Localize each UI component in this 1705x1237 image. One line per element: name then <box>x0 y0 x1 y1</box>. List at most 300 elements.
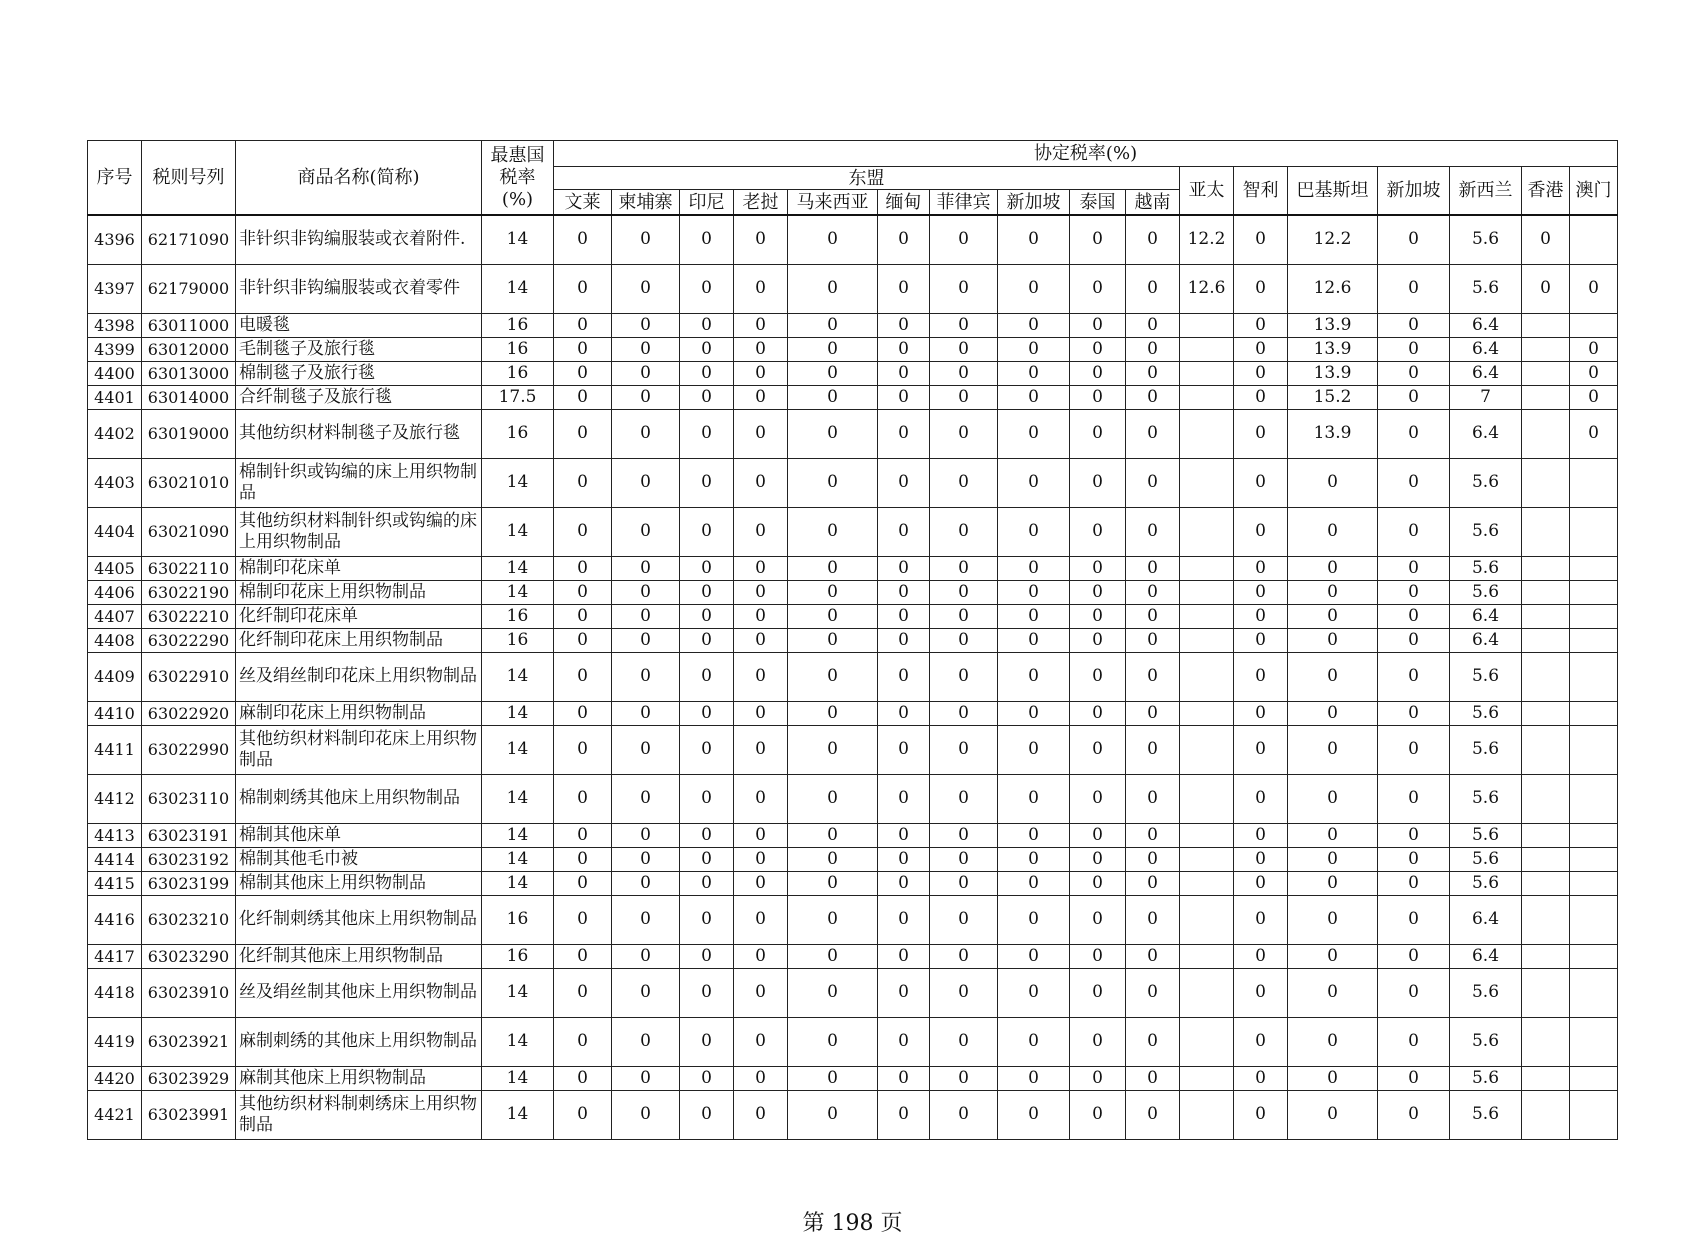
cell-mfn: 14 <box>482 580 554 604</box>
cell-other-rate: 6.4 <box>1450 409 1522 458</box>
cell-asean-rate: 0 <box>1070 628 1126 652</box>
cell-asean-rate: 0 <box>734 847 788 871</box>
cell-asean-rate: 0 <box>930 944 998 968</box>
cell-other-rate <box>1522 628 1570 652</box>
cell-other-rate: 0 <box>1234 215 1288 264</box>
cell-other-rate <box>1522 725 1570 774</box>
cell-other-rate: 0 <box>1378 264 1450 313</box>
cell-other-rate: 0 <box>1378 604 1450 628</box>
cell-other-rate: 0 <box>1288 556 1378 580</box>
cell-other-rate: 0 <box>1234 823 1288 847</box>
cell-asean-rate: 0 <box>878 968 930 1017</box>
cell-asean-rate: 0 <box>1126 725 1180 774</box>
cell-mfn: 16 <box>482 313 554 337</box>
cell-other-rate: 5.6 <box>1450 580 1522 604</box>
cell-asean-rate: 0 <box>878 823 930 847</box>
cell-asean-rate: 0 <box>680 895 734 944</box>
header-other: 巴基斯坦 <box>1288 167 1378 216</box>
cell-mfn: 14 <box>482 556 554 580</box>
cell-asean-rate: 0 <box>554 944 612 968</box>
cell-other-rate <box>1522 1066 1570 1090</box>
cell-other-rate <box>1570 968 1618 1017</box>
cell-other-rate: 0 <box>1522 215 1570 264</box>
cell-asean-rate: 0 <box>930 409 998 458</box>
cell-asean-rate: 0 <box>788 507 878 556</box>
cell-asean-rate: 0 <box>930 895 998 944</box>
cell-other-rate: 0 <box>1288 725 1378 774</box>
cell-other-rate: 0 <box>1234 313 1288 337</box>
cell-other-rate <box>1522 1090 1570 1139</box>
cell-asean-rate: 0 <box>1070 556 1126 580</box>
cell-asean-rate: 0 <box>1070 1066 1126 1090</box>
header-mfn-line1: 最惠国 <box>490 144 545 166</box>
cell-asean-rate: 0 <box>998 313 1070 337</box>
cell-asean-rate: 0 <box>878 409 930 458</box>
cell-other-rate <box>1522 604 1570 628</box>
cell-other-rate: 0 <box>1234 847 1288 871</box>
cell-asean-rate: 0 <box>1070 458 1126 507</box>
cell-asean-rate: 0 <box>612 409 680 458</box>
cell-mfn: 14 <box>482 215 554 264</box>
cell-asean-rate: 0 <box>734 458 788 507</box>
table-row <box>88 968 1618 1017</box>
cell-asean-rate: 0 <box>998 604 1070 628</box>
cell-mfn: 14 <box>482 701 554 725</box>
cell-asean-rate: 0 <box>998 895 1070 944</box>
cell-asean-rate: 0 <box>878 944 930 968</box>
cell-asean-rate: 0 <box>788 458 878 507</box>
cell-other-rate: 0 <box>1288 847 1378 871</box>
cell-other-rate: 0 <box>1234 628 1288 652</box>
cell-code: 63022110 <box>142 556 236 580</box>
cell-seq: 4397 <box>88 264 142 313</box>
table-row <box>88 458 1618 507</box>
cell-code: 63022910 <box>142 652 236 701</box>
cell-code: 63023110 <box>142 774 236 823</box>
cell-other-rate <box>1180 556 1234 580</box>
cell-mfn: 14 <box>482 871 554 895</box>
cell-other-rate <box>1180 1090 1234 1139</box>
cell-asean-rate: 0 <box>1126 215 1180 264</box>
cell-other-rate <box>1570 215 1618 264</box>
cell-other-rate <box>1570 1090 1618 1139</box>
cell-asean-rate: 0 <box>1126 361 1180 385</box>
cell-asean-rate: 0 <box>930 507 998 556</box>
cell-other-rate: 0 <box>1378 361 1450 385</box>
cell-mfn: 14 <box>482 968 554 1017</box>
cell-seq: 4401 <box>88 385 142 409</box>
cell-other-rate <box>1522 580 1570 604</box>
cell-asean-rate: 0 <box>998 337 1070 361</box>
cell-other-rate: 0 <box>1234 556 1288 580</box>
cell-code: 63023921 <box>142 1017 236 1066</box>
cell-other-rate <box>1570 871 1618 895</box>
cell-asean-rate: 0 <box>680 385 734 409</box>
cell-mfn: 14 <box>482 1066 554 1090</box>
cell-mfn: 14 <box>482 507 554 556</box>
cell-asean-rate: 0 <box>1070 1017 1126 1066</box>
cell-asean-rate: 0 <box>930 604 998 628</box>
cell-asean-rate: 0 <box>878 313 930 337</box>
cell-name: 化纤制刺绣其他床上用织物制品 <box>236 895 482 944</box>
cell-asean-rate: 0 <box>680 556 734 580</box>
cell-other-rate <box>1522 458 1570 507</box>
cell-asean-rate: 0 <box>788 1090 878 1139</box>
cell-name: 合纤制毯子及旅行毯 <box>236 385 482 409</box>
cell-other-rate: 0 <box>1234 968 1288 1017</box>
cell-other-rate: 0 <box>1234 507 1288 556</box>
cell-asean-rate: 0 <box>1070 895 1126 944</box>
cell-other-rate <box>1180 944 1234 968</box>
table-row <box>88 1090 1618 1139</box>
cell-other-rate: 0 <box>1378 409 1450 458</box>
cell-asean-rate: 0 <box>878 1066 930 1090</box>
cell-asean-rate: 0 <box>1126 628 1180 652</box>
cell-seq: 4415 <box>88 871 142 895</box>
cell-seq: 4420 <box>88 1066 142 1090</box>
cell-code: 62179000 <box>142 264 236 313</box>
cell-mfn: 16 <box>482 895 554 944</box>
cell-asean-rate: 0 <box>998 628 1070 652</box>
cell-asean-rate: 0 <box>734 823 788 847</box>
cell-other-rate: 5.6 <box>1450 1066 1522 1090</box>
cell-code: 63022210 <box>142 604 236 628</box>
cell-other-rate <box>1180 725 1234 774</box>
cell-other-rate: 13.9 <box>1288 337 1378 361</box>
cell-asean-rate: 0 <box>1070 361 1126 385</box>
cell-other-rate: 0 <box>1378 774 1450 823</box>
cell-asean-rate: 0 <box>734 871 788 895</box>
cell-asean-rate: 0 <box>680 580 734 604</box>
cell-asean-rate: 0 <box>680 944 734 968</box>
cell-asean-rate: 0 <box>1126 458 1180 507</box>
cell-other-rate: 0 <box>1378 1066 1450 1090</box>
cell-seq: 4396 <box>88 215 142 264</box>
cell-seq: 4408 <box>88 628 142 652</box>
cell-other-rate: 6.4 <box>1450 628 1522 652</box>
cell-asean-rate: 0 <box>554 847 612 871</box>
cell-asean-rate: 0 <box>930 968 998 1017</box>
cell-other-rate: 0 <box>1288 871 1378 895</box>
cell-asean-rate: 0 <box>554 725 612 774</box>
cell-name: 非针织非钩编服装或衣着零件 <box>236 264 482 313</box>
cell-other-rate: 0 <box>1234 580 1288 604</box>
cell-asean-rate: 0 <box>998 1017 1070 1066</box>
cell-other-rate: 0 <box>1288 1090 1378 1139</box>
cell-asean-rate: 0 <box>734 1017 788 1066</box>
cell-other-rate: 0 <box>1234 458 1288 507</box>
cell-other-rate <box>1570 895 1618 944</box>
cell-other-rate: 0 <box>1234 944 1288 968</box>
cell-other-rate: 0 <box>1378 895 1450 944</box>
cell-asean-rate: 0 <box>734 1066 788 1090</box>
cell-asean-rate: 0 <box>1126 968 1180 1017</box>
cell-code: 63022920 <box>142 701 236 725</box>
cell-code: 63014000 <box>142 385 236 409</box>
cell-asean-rate: 0 <box>554 1066 612 1090</box>
cell-asean-rate: 0 <box>680 968 734 1017</box>
cell-code: 63023929 <box>142 1066 236 1090</box>
cell-asean-rate: 0 <box>998 409 1070 458</box>
cell-other-rate <box>1180 337 1234 361</box>
cell-asean-rate: 0 <box>788 556 878 580</box>
cell-other-rate: 5.6 <box>1450 774 1522 823</box>
cell-asean-rate: 0 <box>1070 337 1126 361</box>
cell-seq: 4403 <box>88 458 142 507</box>
header-mfn <box>482 141 554 216</box>
cell-asean-rate: 0 <box>788 385 878 409</box>
cell-asean-rate: 0 <box>1070 774 1126 823</box>
table-row <box>88 264 1618 313</box>
cell-asean-rate: 0 <box>554 701 612 725</box>
cell-asean-rate: 0 <box>612 628 680 652</box>
header-name: 商品名称(简称) <box>236 141 482 216</box>
cell-other-rate: 0 <box>1522 264 1570 313</box>
cell-asean-rate: 0 <box>998 968 1070 1017</box>
cell-seq: 4417 <box>88 944 142 968</box>
cell-other-rate: 0 <box>1378 628 1450 652</box>
cell-asean-rate: 0 <box>734 725 788 774</box>
cell-asean-rate: 0 <box>1126 264 1180 313</box>
cell-asean-rate: 0 <box>734 409 788 458</box>
cell-other-rate <box>1570 604 1618 628</box>
cell-other-rate <box>1522 409 1570 458</box>
cell-other-rate: 0 <box>1234 701 1288 725</box>
header-mfn-line2: 税率 <box>499 166 536 188</box>
cell-asean-rate: 0 <box>680 337 734 361</box>
cell-asean-rate: 0 <box>998 871 1070 895</box>
cell-asean-rate: 0 <box>930 264 998 313</box>
cell-name: 麻制印花床上用织物制品 <box>236 701 482 725</box>
cell-asean-rate: 0 <box>734 264 788 313</box>
cell-name: 棉制其他床上用织物制品 <box>236 871 482 895</box>
cell-asean-rate: 0 <box>680 652 734 701</box>
cell-other-rate <box>1180 580 1234 604</box>
cell-asean-rate: 0 <box>878 628 930 652</box>
cell-asean-rate: 0 <box>1126 895 1180 944</box>
cell-other-rate: 0 <box>1234 1017 1288 1066</box>
cell-other-rate: 13.9 <box>1288 313 1378 337</box>
cell-name: 其他纺织材料制印花床上用织物制品 <box>236 725 482 774</box>
cell-asean-rate: 0 <box>554 604 612 628</box>
cell-seq: 4409 <box>88 652 142 701</box>
cell-seq: 4406 <box>88 580 142 604</box>
cell-asean-rate: 0 <box>998 1066 1070 1090</box>
cell-other-rate: 6.4 <box>1450 313 1522 337</box>
cell-asean-rate: 0 <box>680 1090 734 1139</box>
cell-asean-rate: 0 <box>788 774 878 823</box>
cell-other-rate: 6.4 <box>1450 944 1522 968</box>
cell-asean-rate: 0 <box>1070 409 1126 458</box>
cell-asean-rate: 0 <box>1126 580 1180 604</box>
cell-asean-rate: 0 <box>734 361 788 385</box>
cell-other-rate <box>1570 580 1618 604</box>
cell-asean-rate: 0 <box>878 774 930 823</box>
table-row <box>88 337 1618 361</box>
cell-code: 63023192 <box>142 847 236 871</box>
cell-asean-rate: 0 <box>1070 725 1126 774</box>
cell-asean-rate: 0 <box>554 361 612 385</box>
cell-other-rate: 0 <box>1234 652 1288 701</box>
cell-other-rate: 0 <box>1288 774 1378 823</box>
cell-asean-rate: 0 <box>878 1090 930 1139</box>
cell-asean-rate: 0 <box>1070 871 1126 895</box>
cell-other-rate: 0 <box>1378 215 1450 264</box>
cell-other-rate: 0 <box>1570 361 1618 385</box>
cell-name: 毛制毯子及旅行毯 <box>236 337 482 361</box>
cell-other-rate: 0 <box>1378 580 1450 604</box>
cell-other-rate <box>1180 1066 1234 1090</box>
cell-other-rate <box>1522 1017 1570 1066</box>
cell-asean-rate: 0 <box>878 652 930 701</box>
table-row <box>88 556 1618 580</box>
header-asean-country: 马来西亚 <box>788 190 878 216</box>
cell-other-rate: 5.6 <box>1450 1017 1522 1066</box>
cell-asean-rate: 0 <box>734 628 788 652</box>
cell-other-rate <box>1180 871 1234 895</box>
cell-asean-rate: 0 <box>1126 847 1180 871</box>
cell-other-rate: 0 <box>1378 968 1450 1017</box>
cell-seq: 4404 <box>88 507 142 556</box>
cell-other-rate: 0 <box>1378 823 1450 847</box>
cell-other-rate <box>1570 774 1618 823</box>
cell-other-rate: 5.6 <box>1450 847 1522 871</box>
cell-asean-rate: 0 <box>930 774 998 823</box>
cell-asean-rate: 0 <box>878 556 930 580</box>
cell-other-rate: 5.6 <box>1450 871 1522 895</box>
cell-asean-rate: 0 <box>612 556 680 580</box>
cell-code: 63013000 <box>142 361 236 385</box>
cell-asean-rate: 0 <box>930 385 998 409</box>
cell-asean-rate: 0 <box>998 580 1070 604</box>
cell-asean-rate: 0 <box>1126 774 1180 823</box>
cell-asean-rate: 0 <box>734 968 788 1017</box>
cell-seq: 4400 <box>88 361 142 385</box>
cell-other-rate: 0 <box>1234 895 1288 944</box>
cell-other-rate: 0 <box>1378 385 1450 409</box>
table-row <box>88 823 1618 847</box>
cell-other-rate <box>1522 385 1570 409</box>
cell-other-rate: 15.2 <box>1288 385 1378 409</box>
cell-seq: 4418 <box>88 968 142 1017</box>
cell-name: 化纤制印花床单 <box>236 604 482 628</box>
cell-asean-rate: 0 <box>734 337 788 361</box>
cell-asean-rate: 0 <box>612 1066 680 1090</box>
cell-other-rate <box>1180 895 1234 944</box>
cell-asean-rate: 0 <box>930 215 998 264</box>
cell-other-rate: 0 <box>1378 701 1450 725</box>
cell-asean-rate: 0 <box>612 337 680 361</box>
cell-asean-rate: 0 <box>998 725 1070 774</box>
cell-other-rate: 12.2 <box>1180 215 1234 264</box>
cell-asean-rate: 0 <box>612 264 680 313</box>
header-other: 新加坡 <box>1378 167 1450 216</box>
cell-other-rate <box>1522 337 1570 361</box>
cell-asean-rate: 0 <box>680 215 734 264</box>
cell-asean-rate: 0 <box>930 823 998 847</box>
table-row <box>88 361 1618 385</box>
cell-asean-rate: 0 <box>680 628 734 652</box>
cell-asean-rate: 0 <box>788 871 878 895</box>
cell-asean-rate: 0 <box>680 823 734 847</box>
cell-asean-rate: 0 <box>680 847 734 871</box>
cell-other-rate <box>1522 847 1570 871</box>
cell-asean-rate: 0 <box>554 895 612 944</box>
cell-asean-rate: 0 <box>680 1066 734 1090</box>
cell-asean-rate: 0 <box>1070 823 1126 847</box>
cell-mfn: 16 <box>482 604 554 628</box>
cell-asean-rate: 0 <box>612 823 680 847</box>
cell-other-rate: 0 <box>1378 458 1450 507</box>
cell-asean-rate: 0 <box>1126 313 1180 337</box>
cell-other-rate <box>1522 313 1570 337</box>
cell-mfn: 14 <box>482 652 554 701</box>
cell-asean-rate: 0 <box>554 628 612 652</box>
cell-seq: 4407 <box>88 604 142 628</box>
cell-asean-rate: 0 <box>612 385 680 409</box>
header-other: 新西兰 <box>1450 167 1522 216</box>
cell-code: 63012000 <box>142 337 236 361</box>
cell-asean-rate: 0 <box>554 264 612 313</box>
cell-other-rate: 0 <box>1234 337 1288 361</box>
cell-other-rate <box>1570 1017 1618 1066</box>
header-asean-country: 新加坡 <box>998 190 1070 216</box>
cell-code: 62171090 <box>142 215 236 264</box>
cell-asean-rate: 0 <box>930 1090 998 1139</box>
cell-asean-rate: 0 <box>1126 409 1180 458</box>
header-other: 智利 <box>1234 167 1288 216</box>
cell-asean-rate: 0 <box>788 725 878 774</box>
table-row <box>88 313 1618 337</box>
cell-asean-rate: 0 <box>930 1066 998 1090</box>
cell-asean-rate: 0 <box>1126 1017 1180 1066</box>
cell-other-rate <box>1180 652 1234 701</box>
table-row <box>88 944 1618 968</box>
cell-other-rate: 0 <box>1288 1017 1378 1066</box>
cell-seq: 4416 <box>88 895 142 944</box>
cell-asean-rate: 0 <box>998 847 1070 871</box>
cell-asean-rate: 0 <box>612 507 680 556</box>
cell-asean-rate: 0 <box>878 215 930 264</box>
cell-other-rate <box>1522 895 1570 944</box>
cell-other-rate: 0 <box>1570 409 1618 458</box>
cell-asean-rate: 0 <box>680 725 734 774</box>
cell-asean-rate: 0 <box>1126 701 1180 725</box>
cell-other-rate: 0 <box>1378 507 1450 556</box>
cell-asean-rate: 0 <box>612 313 680 337</box>
cell-asean-rate: 0 <box>612 652 680 701</box>
cell-asean-rate: 0 <box>878 725 930 774</box>
cell-seq: 4411 <box>88 725 142 774</box>
cell-other-rate: 12.6 <box>1288 264 1378 313</box>
cell-other-rate: 0 <box>1234 264 1288 313</box>
cell-code: 63023210 <box>142 895 236 944</box>
cell-asean-rate: 0 <box>788 1066 878 1090</box>
cell-other-rate <box>1570 507 1618 556</box>
cell-asean-rate: 0 <box>1126 385 1180 409</box>
cell-asean-rate: 0 <box>1126 652 1180 701</box>
cell-other-rate <box>1570 556 1618 580</box>
cell-asean-rate: 0 <box>998 944 1070 968</box>
table-row <box>88 215 1618 264</box>
cell-asean-rate: 0 <box>930 847 998 871</box>
table-row <box>88 847 1618 871</box>
cell-other-rate: 0 <box>1288 507 1378 556</box>
cell-asean-rate: 0 <box>680 507 734 556</box>
cell-asean-rate: 0 <box>612 895 680 944</box>
cell-mfn: 14 <box>482 774 554 823</box>
cell-other-rate: 0 <box>1234 725 1288 774</box>
